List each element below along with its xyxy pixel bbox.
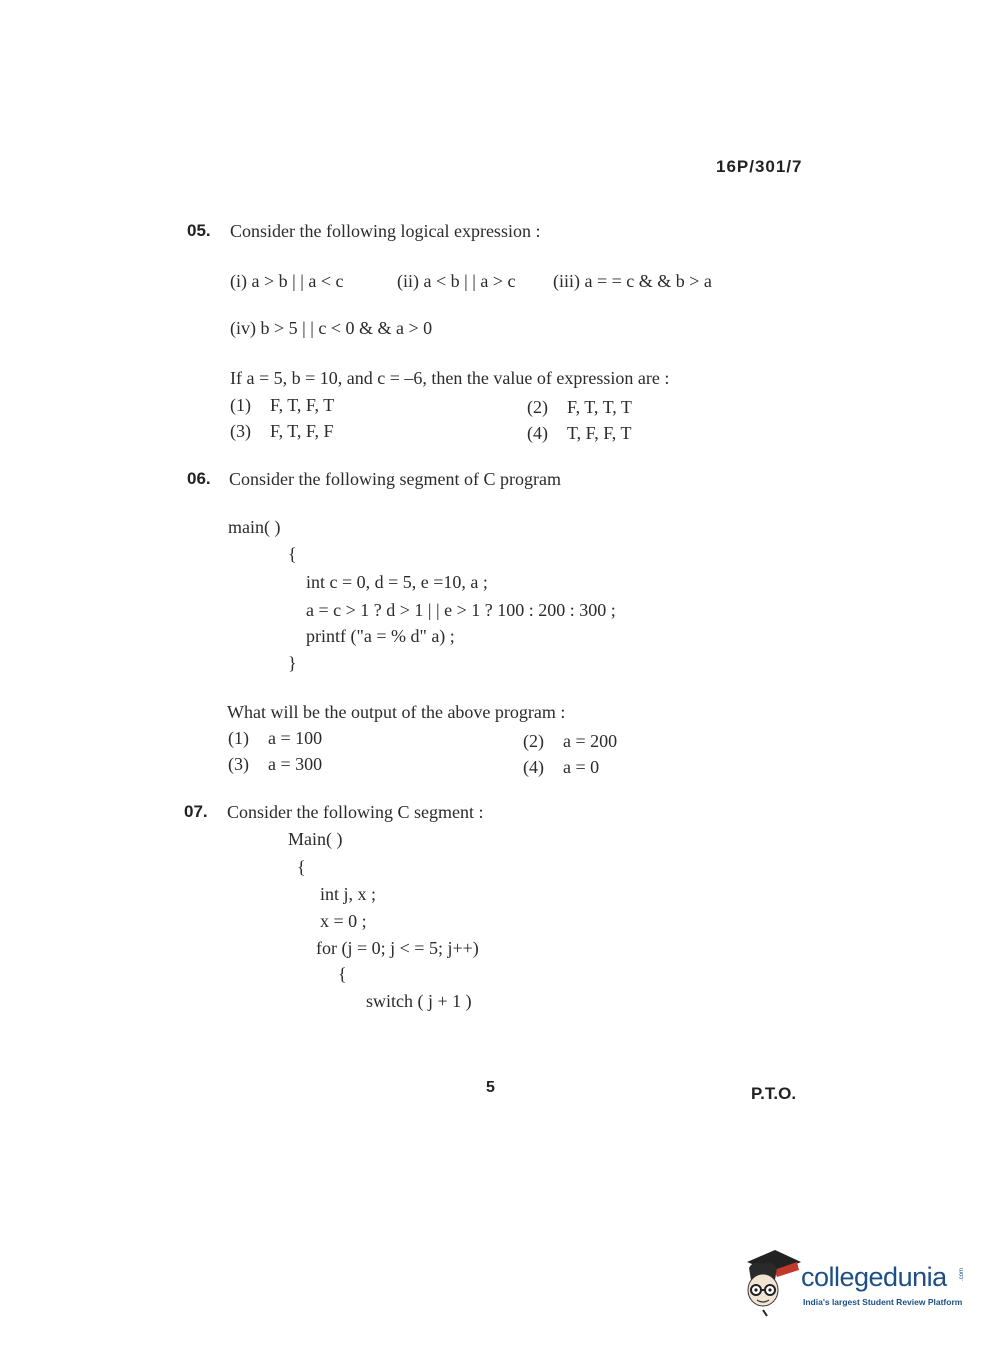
condition-text: If a = 5, b = 10, and c = –6, then the value of expression are :: [230, 368, 670, 388]
code-line: printf ("a = % d" a) ;: [306, 626, 455, 646]
code-line: a = c > 1 ? d > 1 | | e > 1 ? 100 : 200 : 300 ;: [306, 600, 616, 620]
question-text: What will be the output of the above program :: [227, 702, 566, 722]
option-text: F, T, F, F: [270, 421, 334, 441]
option-text: a = 0: [563, 757, 600, 777]
expression-ii: (ii) a < b | | a > c: [397, 271, 516, 291]
option-3: [228, 754, 322, 775]
page-number: 5: [486, 1079, 495, 1096]
logo-tld: .com: [959, 1268, 965, 1282]
option-number: (3): [228, 754, 249, 774]
option-number: (3): [230, 421, 251, 441]
option-4: [527, 423, 631, 444]
option-text: a = 100: [268, 728, 323, 748]
expression-iv: (iv) b > 5 | | c < 0 & & a > 0: [230, 318, 433, 338]
paper-code: 16P/301/7: [716, 157, 803, 176]
option-number: (2): [527, 397, 548, 417]
option-number: (1): [230, 395, 251, 415]
question-number: 06.: [187, 469, 211, 488]
code-line: int j, x ;: [320, 884, 377, 904]
question-stem: Consider the following logical expression :: [230, 221, 541, 241]
code-line: int c = 0, d = 5, e =10, a ;: [306, 572, 488, 592]
option-4: [523, 757, 599, 778]
option-text: F, T, T, T: [567, 397, 632, 417]
logo-tagline: India's largest Student Review Platform: [803, 1297, 963, 1307]
expression-i: (i) a > b | | a < c: [230, 271, 344, 291]
option-number: (2): [523, 731, 544, 751]
option-text: F, T, F, T: [270, 395, 335, 415]
code-line: switch ( j + 1 ): [366, 991, 472, 1011]
code-open-brace: {: [288, 544, 297, 564]
option-text: a = 200: [563, 731, 618, 751]
expression-iii: (iii) a = = c & & b > a: [553, 271, 712, 291]
code-open-brace: {: [297, 857, 306, 877]
option-text: T, F, F, T: [567, 423, 632, 443]
option-2: [523, 731, 617, 752]
mascot-icon: [741, 1248, 801, 1318]
option-1: [228, 728, 322, 749]
code-open-brace: {: [338, 964, 347, 984]
option-3: [230, 421, 333, 442]
logo-wordmark: collegedunia: [801, 1262, 947, 1292]
option-2: [527, 397, 632, 418]
code-main: Main( ): [288, 829, 343, 849]
question-stem: Consider the following segment of C program: [229, 469, 561, 489]
option-1: [230, 395, 334, 416]
code-main: main( ): [228, 517, 281, 537]
option-number: (4): [523, 757, 544, 777]
question-stem: Consider the following C segment :: [227, 802, 484, 822]
code-close-brace: }: [288, 653, 297, 673]
code-line: x = 0 ;: [320, 911, 367, 931]
question-number: 05.: [187, 221, 211, 240]
option-number: (1): [228, 728, 249, 748]
collegedunia-logo: [741, 1248, 971, 1320]
question-number: 07.: [184, 802, 208, 821]
option-number: (4): [527, 423, 548, 443]
option-text: a = 300: [268, 754, 323, 774]
pto-label: P.T.O.: [751, 1084, 797, 1103]
code-line: for (j = 0; j < = 5; j++): [316, 938, 479, 958]
